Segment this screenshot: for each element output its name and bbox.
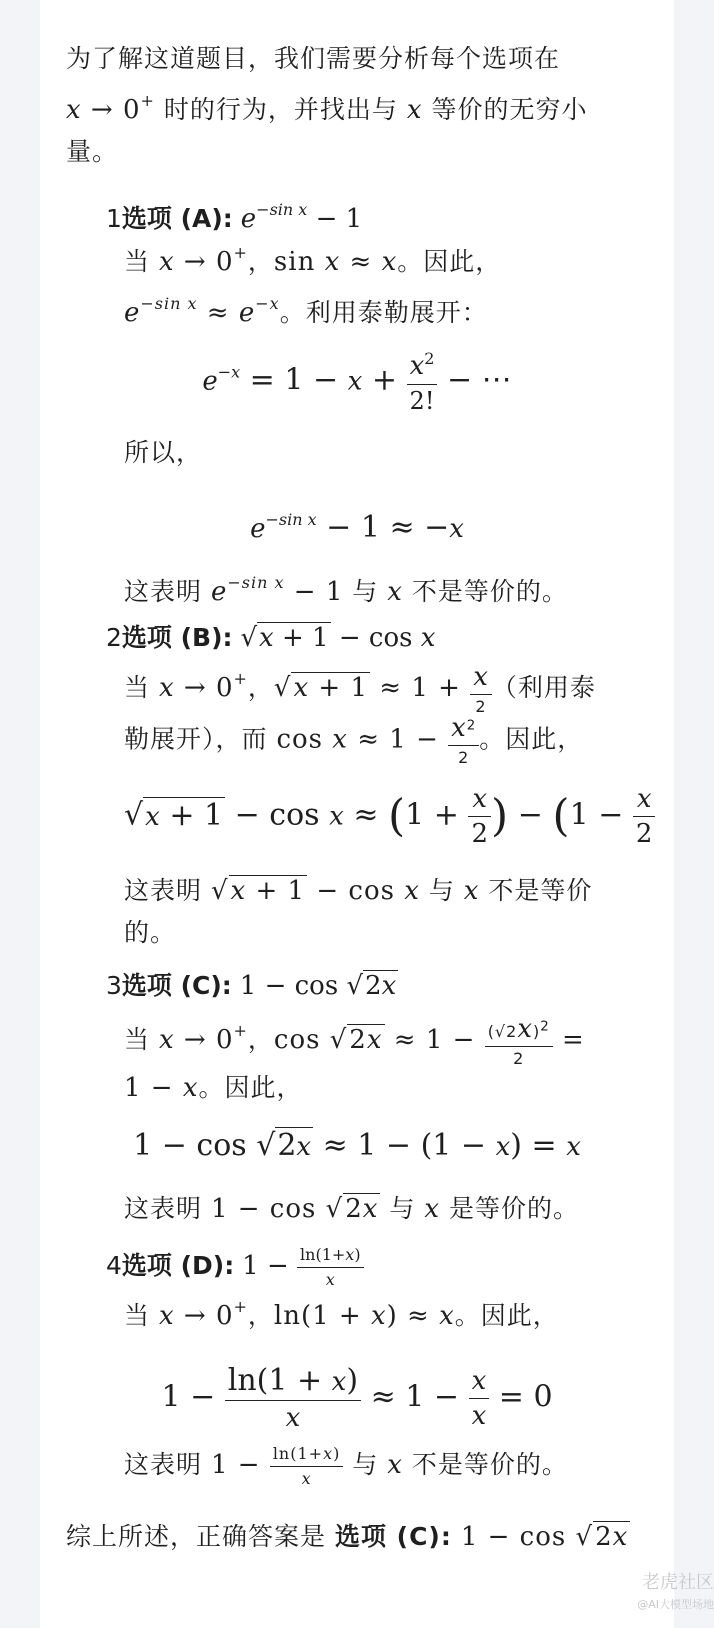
- final-conclusion: 综上所述，正确答案是 选项 (C): 1 − cos √2x: [66, 1522, 629, 1552]
- watermark-brand: 老虎社区: [642, 1572, 714, 1593]
- option-a-display-2: $e^{-sin x} - 1 \approx -x$: [250, 510, 464, 545]
- option-a-conclusion: 这表明 $e^{-sin x} - 1$ 与 x 不是等价的。: [124, 573, 568, 607]
- option-a-so: 所以，: [124, 438, 203, 467]
- option-a-display-1: $e^{-x} = 1 - x$ + $\frac{x^2}{2!}$ − ⋯: [202, 349, 512, 415]
- option-c-display: 1 − cos √2x ≈ 1 − (1 − x) = x: [133, 1128, 581, 1163]
- option-c-heading: 3选项 (C): 1 − cos √2x: [106, 971, 397, 1001]
- watermark-sub: @AI大模型场地: [637, 1598, 714, 1611]
- option-b-heading: 2选项 (B): √x + 1 − cos x: [106, 623, 436, 653]
- intro-paragraph: [66, 38, 656, 173]
- answer-card: [40, 0, 674, 1628]
- option-c-text: 当 x → 0+，cos √2x ≈ 1 − $\frac{(√2x)^2}{2}$ = 1 − x。因此，: [124, 1013, 585, 1103]
- option-b-text: 当 x → 0+，√x + 1 ≈ 1 + $\frac{x}{2}$ （利用泰 勒展开），而 cos x ≈ 1 − $\frac{x^2}{2}$ 。因此，: [124, 661, 596, 767]
- intro-line-3: 量。: [66, 137, 119, 166]
- option-d-heading: 4选项 (D): 1 − $\frac{\ln(1+x)}{x}$: [106, 1246, 666, 1288]
- option-d-text: 当 x → 0+，ln(1 + x) ≈ x。因此，: [124, 1297, 559, 1331]
- intro-line-2: x → 0+ 时的行为，并找出与 x 等价的无穷小: [66, 91, 588, 125]
- intro-line-1: 为了解这道题目，我们需要分析每个选项在: [66, 44, 561, 73]
- option-a-heading: 1选项 (A): $e^{-sin x} - 1$: [106, 200, 363, 234]
- option-c-conclusion: 这表明 1 − cos √2x 与 x 是等价的。: [124, 1194, 579, 1224]
- watermark: [604, 1572, 714, 1628]
- option-d-conclusion: 这表明 1 − $\frac{\ln(1+x)}{x}$ 与 x 不是等价的。: [124, 1443, 568, 1488]
- option-d-display: 1 − $\frac{\ln(1 + x)}{x}$ ≈ 1 − $\frac{x}{x}$ = 0: [161, 1363, 553, 1433]
- option-b-display: √x + 1 − cos x ≈ (1 + $\frac{x}{2}$ ) − (1 − $\frac{x}{2}$: [124, 786, 664, 847]
- intro-limit: x: [66, 95, 82, 125]
- option-a-expr: $e^{-sin x}$: [240, 200, 308, 234]
- option-b-conclusion: 这表明 √x + 1 − cos x 与 x 不是等价 的。: [124, 876, 593, 947]
- option-a-text: 当 x → 0+，sin x ≈ x。因此， $e^{-sin x} \approx e^{-x}$。利用泰勒展开：: [124, 243, 502, 328]
